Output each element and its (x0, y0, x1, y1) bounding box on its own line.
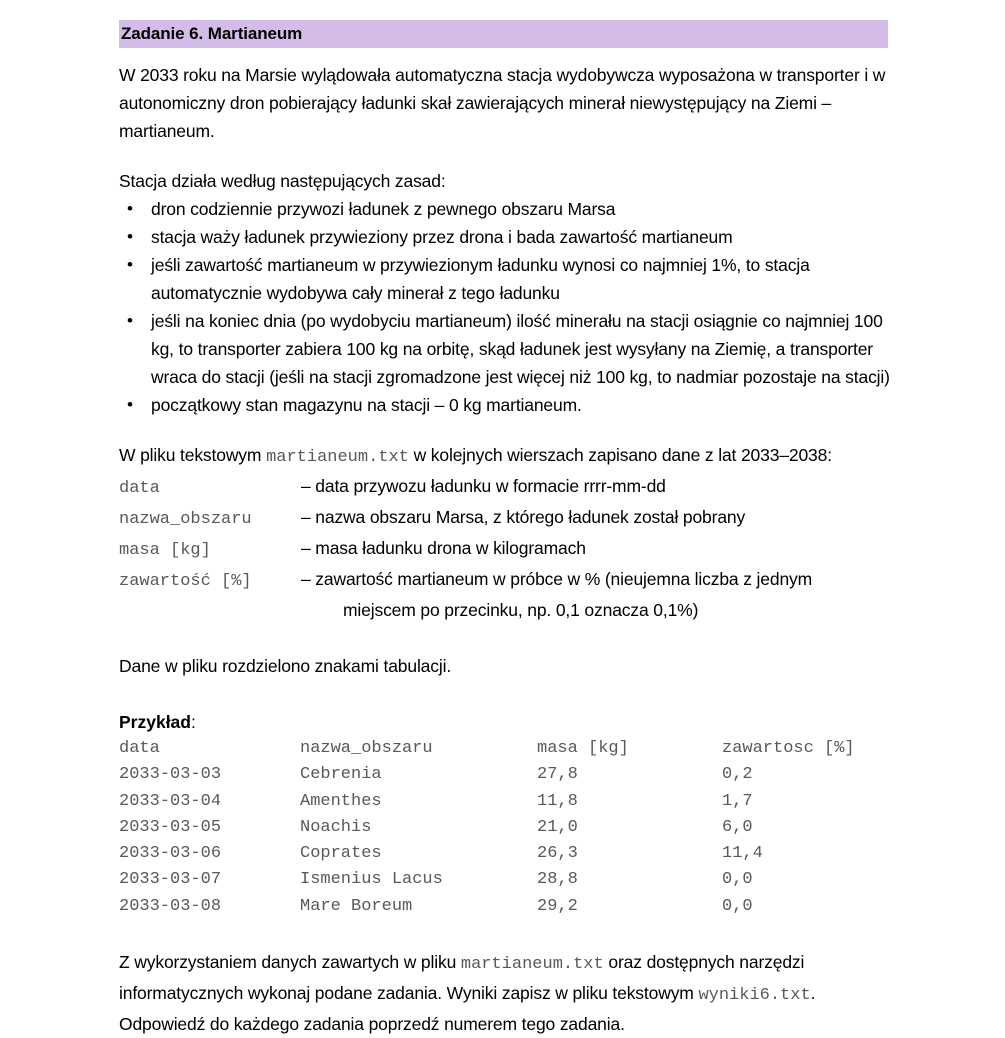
field-name: zawartość [%] (119, 572, 252, 591)
field-definition-row (119, 534, 899, 565)
bullet-icon: • (127, 199, 133, 218)
cell-mass: 29,2 (537, 896, 578, 916)
cell-area: Noachis (300, 817, 372, 837)
list-item (127, 195, 899, 223)
field-name: nazwa_obszaru (119, 510, 252, 529)
cell-mass: 21,0 (537, 817, 578, 837)
file-description-lead (119, 441, 899, 472)
example-heading-label: Przykład (119, 712, 191, 732)
column-header-mass: masa [kg] (537, 739, 629, 758)
cell-date: 2033-03-03 (119, 765, 222, 785)
cell-content: 1,7 (722, 791, 753, 811)
closing-instructions (119, 948, 899, 1010)
field-description: – data przywozu ładunku w formacie rrrr-mm-dd (301, 476, 666, 496)
cell-date: 2033-03-08 (119, 896, 222, 916)
list-item-label: dron codziennie przywozi ładunek z pewnego obszaru Marsa (151, 199, 616, 219)
table-row (119, 762, 892, 788)
closing-note: Odpowiedź do każdego zadania poprzedź numerem tego zadania. (119, 1014, 625, 1035)
field-definition-row (119, 565, 899, 596)
table-row (119, 789, 892, 815)
bullet-icon: • (127, 311, 133, 330)
list-item (127, 251, 899, 307)
list-item-label: początkowy stan magazynu na stacji – 0 kg martianeum. (151, 395, 582, 415)
field-definitions (119, 472, 899, 624)
rules-list (119, 195, 899, 419)
cell-mass: 11,8 (537, 791, 578, 811)
table-row (119, 841, 892, 867)
field-description: – zawartość martianeum w próbce w % (nieujemna liczba z jednym (301, 569, 813, 589)
cell-area: Ismenius Lacus (300, 870, 443, 890)
list-item (127, 307, 899, 391)
closing-output-filename: wyniki6.txt (698, 986, 811, 1006)
cell-date: 2033-03-06 (119, 844, 222, 864)
bullet-icon: • (127, 395, 133, 414)
closing-input-filename: martianeum.txt (460, 955, 604, 975)
bullet-icon: • (127, 227, 133, 246)
cell-area: Mare Boreum (300, 896, 413, 916)
cell-mass: 27,8 (537, 765, 578, 785)
table-header-row (119, 736, 892, 762)
field-description-continued: miejscem po przecinku, np. 0,1 oznacza 0,1%) (343, 600, 699, 620)
table-row (119, 894, 892, 920)
field-definition-row (119, 472, 899, 503)
page-title: Zadanie 6. Martianeum (119, 20, 888, 48)
cell-content: 6,0 (722, 817, 753, 837)
cell-area: Amenthes (300, 791, 382, 811)
separator-note: Dane w pliku rozdzielono znakami tabulacji. (119, 656, 452, 676)
field-definition-row (119, 503, 899, 534)
file-lead-after: w kolejnych wierszach zapisano dane z lat 2033–2038: (408, 445, 832, 465)
input-filename: martianeum.txt (266, 448, 409, 467)
cell-area: Coprates (300, 844, 382, 864)
rules-lead-in: Stacja działa według następujących zasad: (119, 171, 446, 191)
cell-content: 0,0 (722, 870, 753, 890)
closing-part-3: . (810, 983, 816, 1004)
cell-content: 0,0 (722, 896, 753, 916)
list-item-label: jeśli na koniec dnia (po wydobyciu martianeum) ilość minerału na stacji osiągnie co najmniej 100 kg, to transporter zabiera 100 kg na orbitę, skąd ładunek jest wysyłany na Ziemię, a transporter wraca do stacji (jeśli na stacji zgromadzone jest więcej niż 100 kg, to nadmiar pozostaje na stacji) (151, 311, 890, 387)
bullet-icon: • (127, 255, 133, 274)
column-header-data: data (119, 739, 160, 758)
list-item-label: stacja waży ładunek przywieziony przez drona i bada zawartość martianeum (151, 227, 733, 247)
field-description: – masa ładunku drona w kilogramach (301, 538, 586, 558)
document-content (119, 20, 899, 1038)
field-name: data (119, 479, 160, 498)
example-data-table (119, 736, 892, 920)
column-header-area: nazwa_obszaru (300, 739, 433, 758)
list-item (127, 223, 899, 251)
cell-content: 11,4 (722, 844, 763, 864)
example-heading-colon: : (190, 712, 196, 732)
intro-paragraph: W 2033 roku na Marsie wylądowała automatyczna stacja wydobywcza wyposażona w transporter i w autonomiczny dron pobierający ładunki skał zawierających minerał niewystępujący na Ziemi – martianeum. (119, 65, 886, 141)
table-row (119, 867, 892, 893)
cell-date: 2033-03-04 (119, 791, 222, 811)
closing-part-1: Z wykorzystaniem danych zawartych w pliku (119, 952, 461, 973)
list-item (127, 391, 899, 419)
example-heading (119, 708, 899, 736)
cell-date: 2033-03-05 (119, 817, 222, 837)
closing-part-2: oraz dostępnych narzędzi informatycznych wykonaj podane zadania. Wyniki zapisz w pliku tekstowym (119, 952, 805, 1004)
table-row (119, 815, 892, 841)
field-name: masa [kg] (119, 541, 211, 560)
column-header-content: zawartosc [%] (722, 739, 855, 758)
cell-content: 0,2 (722, 765, 753, 785)
cell-mass: 26,3 (537, 844, 578, 864)
cell-date: 2033-03-07 (119, 870, 222, 890)
cell-mass: 28,8 (537, 870, 578, 890)
list-item-label: jeśli zawartość martianeum w przywiezionym ładunku wynosi co najmniej 1%, to stacja automatycznie wydobywa cały minerał z tego ładunku (151, 255, 810, 303)
field-description: – nazwa obszaru Marsa, z którego ładunek został pobrany (301, 507, 746, 527)
file-lead-before: W pliku tekstowym (119, 445, 267, 465)
cell-area: Cebrenia (300, 765, 382, 785)
